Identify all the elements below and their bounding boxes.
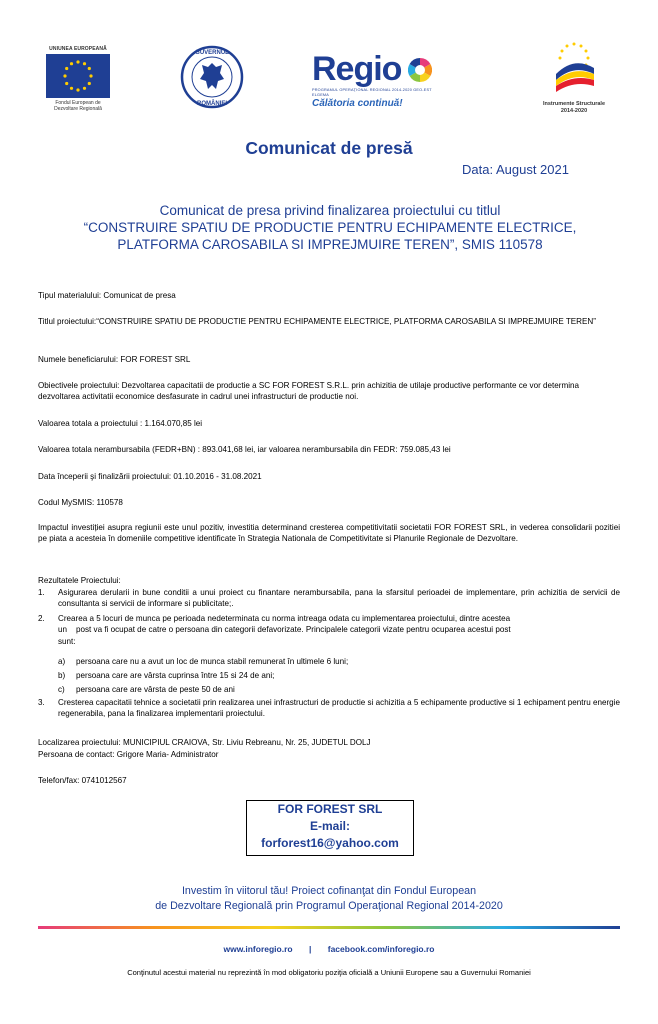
email-label: E-mail: — [309, 819, 350, 833]
link-separator: | — [308, 944, 312, 954]
regio-wordmark: Regio — [312, 50, 402, 88]
rainbow-divider — [38, 926, 620, 929]
press-subtitle — [80, 202, 580, 253]
sub-item-letter: b) — [58, 671, 66, 680]
result-item-line: Crearea a 5 locuri de munca pe perioada nedeterminata cu norma intreaga odata cu implementarea proiectului, dintre acestea — [58, 614, 511, 623]
structural-instruments-label: Instrumente Structurale — [542, 101, 606, 107]
subtitle-line: Comunicat de presa privind finalizarea proiectului cu titlul — [159, 203, 501, 218]
project-title-paragraph — [38, 316, 620, 327]
sub-item-letter: a) — [58, 657, 66, 666]
structural-instruments-icon — [524, 38, 624, 96]
impact-paragraph: Impactul investiției asupra regiunii este unul pozitiv, investitia determinand cresterea competitivitatii societatii FOR FOREST SRL, in vederea consolidarii pozitiei pe piata a acesteia în domeniile competitive identificate în Strategia Nationala de Competitivitate si Planurile Regionale de Dezvoltare. — [38, 523, 620, 544]
email-address[interactable]: forforest16@yahoo.com — [261, 836, 399, 850]
eu-logo — [44, 46, 112, 112]
results-heading: Rezultatele Proiectului: — [38, 576, 121, 585]
sub-item: persoana care are vârsta de peste 50 de ani — [76, 685, 235, 694]
sub-item-letter: c) — [58, 685, 65, 694]
result-number: 1. — [38, 588, 45, 597]
structural-instruments-years: 2014-2020 — [560, 108, 588, 114]
eu-logo-bottom-text: Fondul European de Dezvoltare Regională — [54, 100, 102, 112]
objectives: Obiectivele proiectului: Dezvoltarea capacitatii de productie a SC FOR FOREST S.R.L. prin achizitia de utilaje productive performante ce vor determina dezvoltarea activitatii economice desfasurate in cadrul unei infrastructuri de productie noi. — [38, 381, 580, 402]
regio-color-wheel-icon — [408, 58, 432, 82]
subtitle-line: “CONSTRUIRE SPATIU DE PRODUCTIE PENTRU ECHIPAMENTE ELECTRICE, — [83, 220, 577, 235]
contact-person: Persoana de contact: Grigore Maria- Administrator — [38, 750, 219, 759]
eu-flag-icon — [46, 54, 110, 98]
project-dates: Data începerii şi finalizării proiectului: 01.10.2016 - 31.08.2021 — [38, 472, 262, 481]
total-value: Valoarea totala a proiectului : 1.164.070,85 lei — [38, 419, 203, 428]
mysmis-code: Codul MySMIS: 110578 — [38, 498, 123, 507]
phone-fax: Telefon/fax: 0741012567 — [38, 776, 127, 785]
result-number: 3. — [38, 698, 45, 707]
subtitle-line: PLATFORMA CAROSABILA SI IMPREJMUIRE TEREN”, SMIS 110578 — [117, 237, 543, 252]
contact-box — [246, 800, 414, 856]
cofinancing-statement — [0, 884, 658, 914]
non-refundable-value: Valoarea totala nerambursabila (FEDR+BN) : 893.041,68 lei, iar valoarea nerambursabila din FEDR: 759.085,43 lei — [38, 445, 451, 454]
result-item: Asigurarea derularii in bune conditii a unui proiect cu finantare nerambursabila, pana la sfarsitul perioadei de implementare, prin achizitia de servicii de consultanta si servicii de informare si publicitate;. — [58, 588, 620, 609]
regio-tagline: Călătoria continuă! — [312, 98, 403, 109]
result-item: Cresterea capacitatii tehnice a societatii prin realizarea unei infrastructuri de productie si achizitia a 5 echipamente productive si 1 echipament pentru energie regenerabila, pana la finalizarea implementarii proiectului. — [58, 698, 620, 719]
romanian-government-seal — [180, 45, 244, 109]
result-number: 2. — [38, 614, 45, 623]
cofinancing-line: de Dezvoltare Regională prin Programul Operaţional Regional 2014-2020 — [155, 900, 503, 912]
press-date: Data: August 2021 — [462, 162, 569, 177]
regio-program-text: PROGRAMUL OPERAŢIONAL REGIONAL 2014-2020 GEO-EST ELGEMA — [312, 88, 432, 97]
footer-links — [0, 944, 658, 954]
structural-instruments-logo — [524, 38, 624, 118]
disclaimer: Conţinutul acestui material nu reprezintă în mod obligatoriu poziţia oficială a Uniunii Europene sau a Guvernului Romaniei — [127, 968, 531, 977]
project-location: Localizarea proiectului: MUNICIPIUL CRAIOVA, Str. Liviu Rebreanu, Nr. 25, JUDETUL DOLJ — [38, 738, 371, 747]
sub-item: persoana care nu a avut un loc de munca stabil remunerat în ultimele 6 luni; — [76, 657, 349, 666]
svg-text:GUVERNUL: GUVERNUL — [195, 50, 229, 56]
logo-strip — [0, 38, 658, 118]
result-item-line: un post va fi ocupat de catre o persoana din categorii defavorizate. Principalele categorii vizate pentru ocuparea acestui post — [58, 625, 511, 634]
svg-text:ROMÂNIEI: ROMÂNIEI — [197, 101, 227, 107]
cofinancing-line: Investim în viitorul tău! Proiect cofinanţat din Fondul European — [181, 885, 477, 897]
project-title-value: “CONSTRUIRE SPATIU DE PRODUCTIE PENTRU ECHIPAMENTE ELECTRICE, PLATFORMA CAROSABILA SI IMPREJMUIRE TEREN” — [96, 317, 596, 326]
eu-logo-top-text: UNIUNEA EUROPEANĂ — [49, 46, 107, 52]
company-name: FOR FOREST SRL — [277, 802, 383, 816]
facebook-link[interactable]: facebook.com/inforegio.ro — [327, 944, 435, 954]
page-title: Comunicat de presă — [245, 138, 413, 158]
beneficiary: Numele beneficiarului: FOR FOREST SRL — [38, 355, 191, 364]
project-title-label: Titlul proiectului: — [38, 317, 97, 326]
material-type: Tipul materialului: Comunicat de presa — [38, 291, 176, 300]
regio-logo — [312, 52, 434, 112]
inforegio-link[interactable]: www.inforegio.ro — [223, 944, 293, 954]
sub-item: persoana care are vârsta cuprinsa între 15 si 24 de ani; — [76, 671, 275, 680]
result-item-line: sunt: — [58, 637, 76, 646]
